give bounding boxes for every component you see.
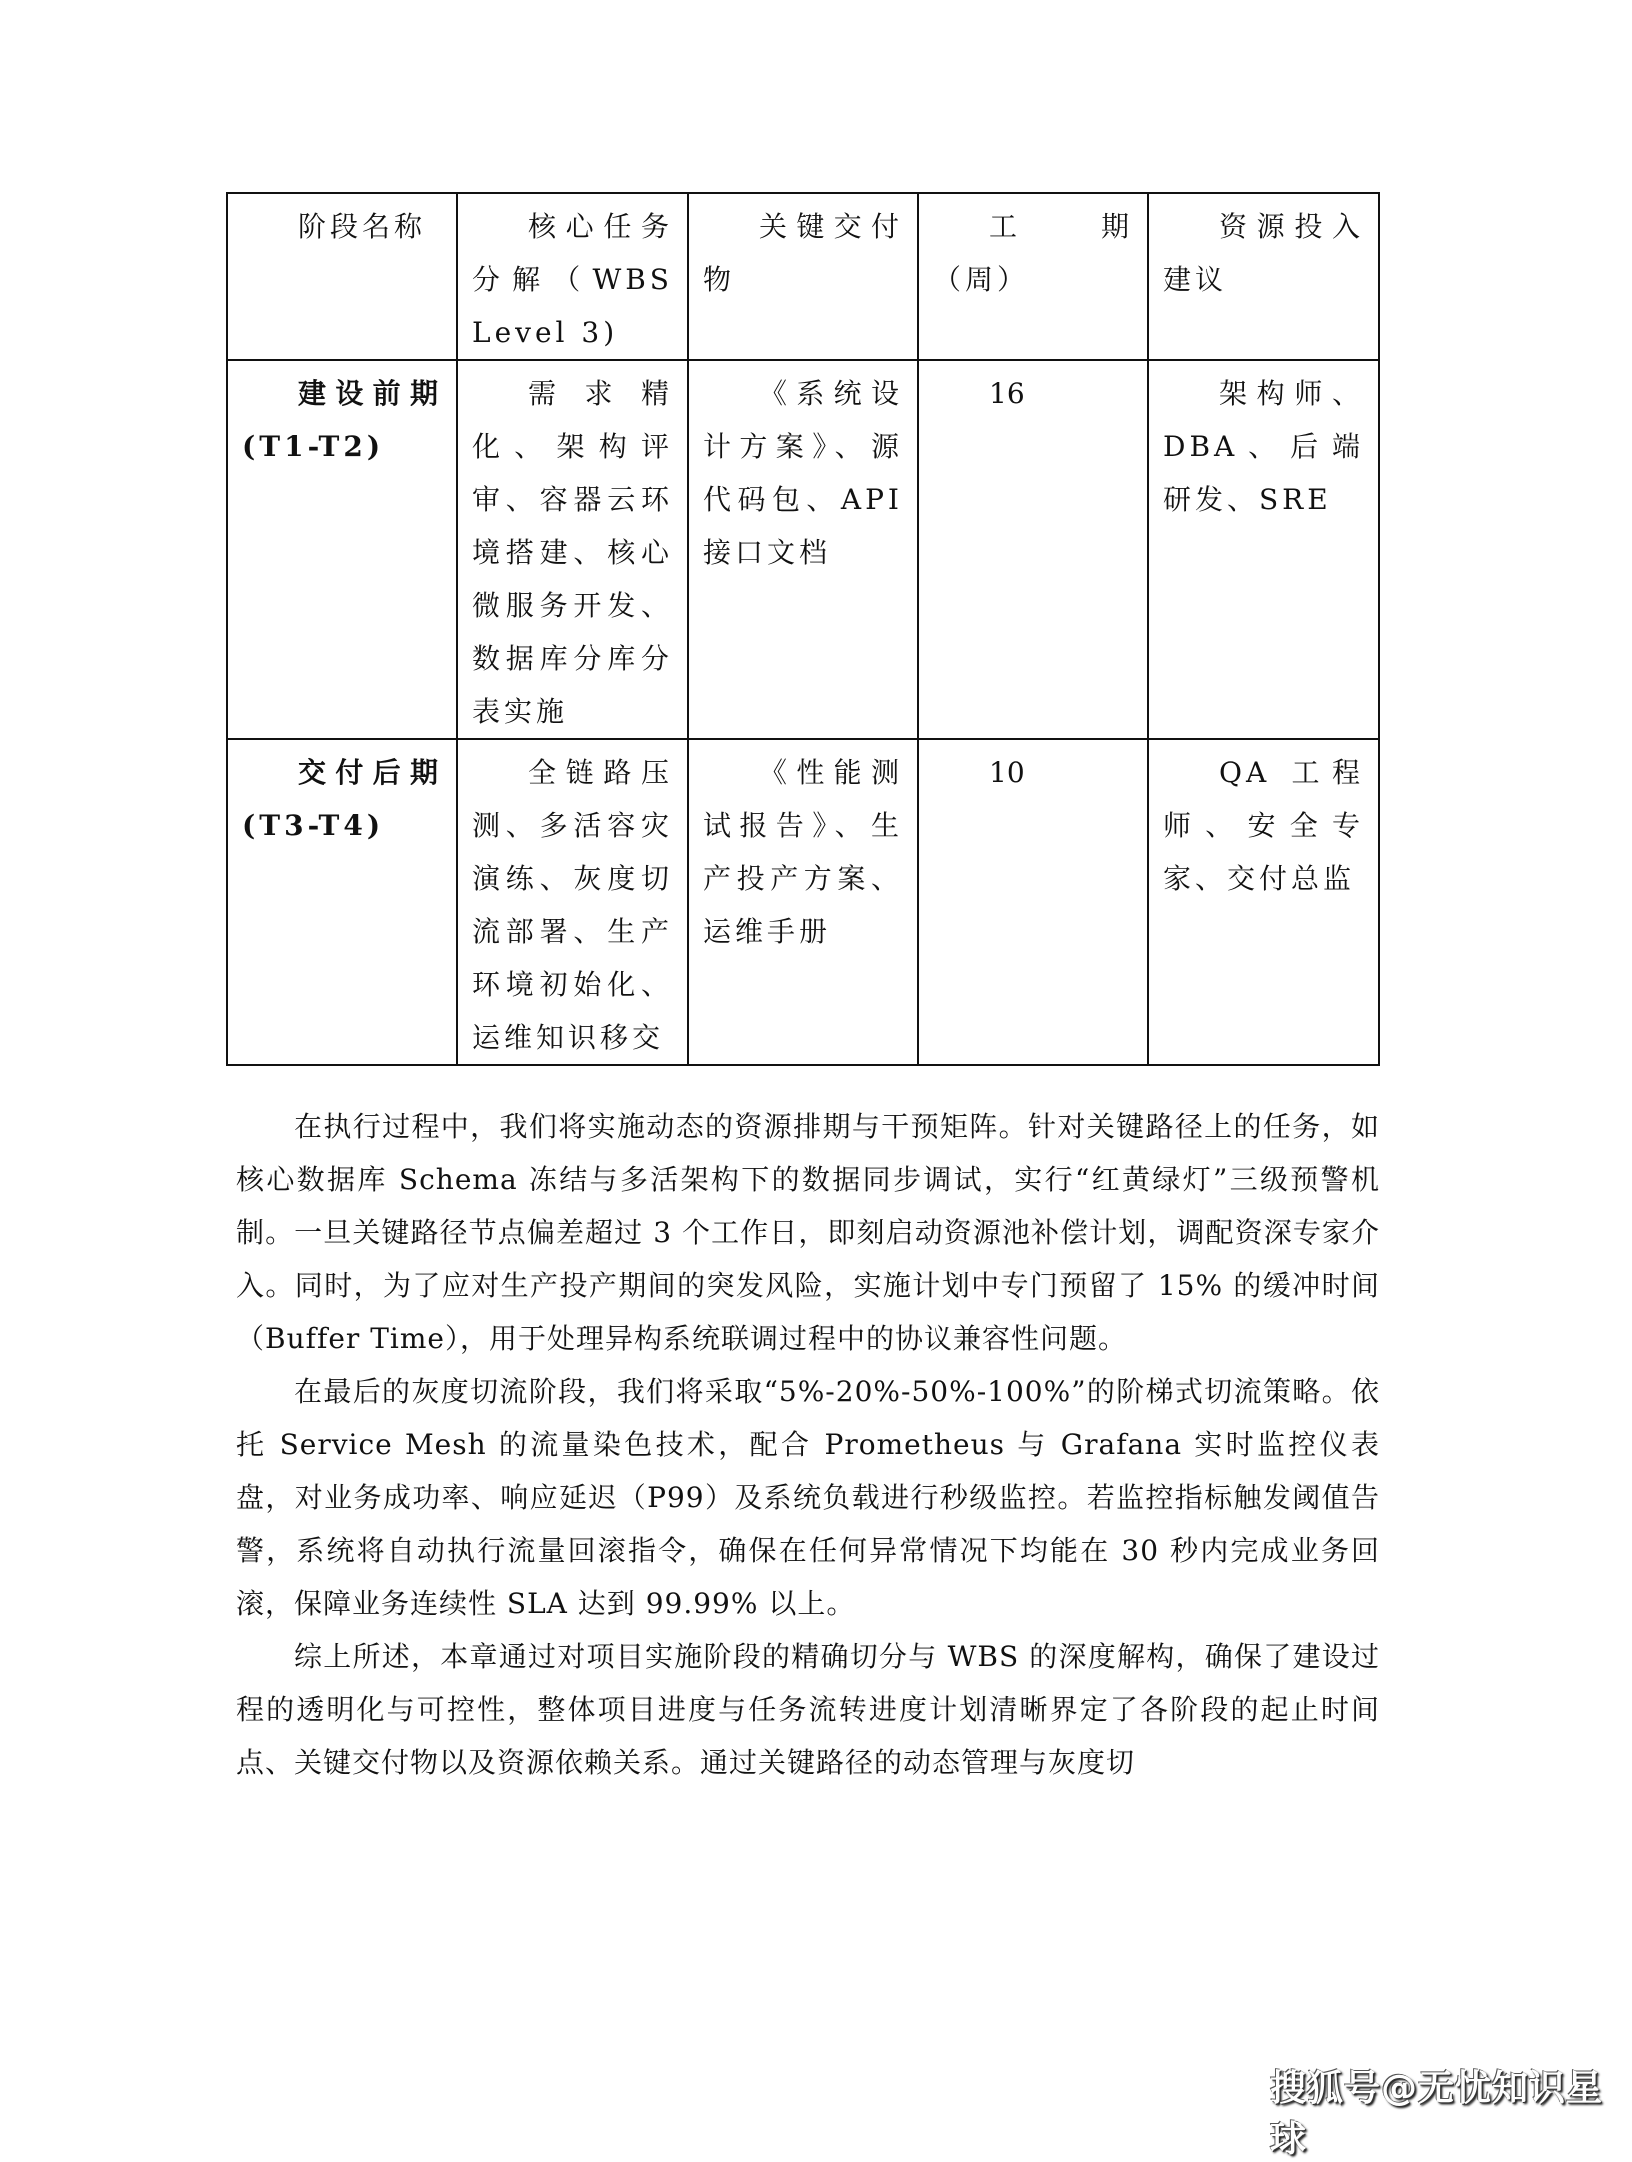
paragraph-execution-process: 在执行过程中，我们将实施动态的资源排期与干预矩阵。针对关键路径上的任务，如核心数据库 Schema 冻结与多活架构下的数据同步调试，实行“红黄绿灯”三级预警机制。一旦关键路径节点偏差超过 3 个工作日，即刻启动资源池补偿计划，调配资深专家介入。同时，为了应对生产投产期间的突发风险，实施计划中专门预留了 15% 的缓冲时间（Buffer Time），用于处理异构系统联调过程中的协议兼容性问题。	[236, 1110, 1380, 1355]
header-deliverables: 关键交付物	[688, 193, 918, 360]
cell-deliverables: 《性能测试报告》、生产投产方案、运维手册	[688, 739, 918, 1065]
wbs-phase-table	[226, 192, 1380, 1066]
paragraph-gray-release: 在最后的灰度切流阶段，我们将采取“5%-20%-50%-100%”的阶梯式切流策略。依托 Service Mesh 的流量染色技术，配合 Prometheus 与 Grafana 实时监控仪表盘，对业务成功率、响应延迟（P99）及系统负载进行秒级监控。若监控指标触发阈值告警，系统将自动执行流量回滚指令，确保在任何异常情况下均能在 30 秒内完成业务回滚，保障业务连续性 SLA 达到 99.99% 以上。	[236, 1375, 1380, 1620]
cell-duration: 16	[918, 360, 1148, 739]
header-core-tasks: 核心任务分解（WBS Level 3)	[457, 193, 688, 360]
header-stage-name: 阶段名称	[227, 193, 457, 360]
cell-tasks: 需求精化、架构评审、容器云环境搭建、核心微服务开发、数据库分库分表实施	[457, 360, 688, 739]
paragraph-summary: 综上所述，本章通过对项目实施阶段的精确切分与 WBS 的深度解构，确保了建设过程的透明化与可控性，整体项目进度与任务流转进度计划清晰界定了各阶段的起止时间点、关键交付物以及资源依赖关系。通过关键路径的动态管理与灰度切	[236, 1640, 1380, 1779]
body-text	[236, 1100, 1380, 1789]
cell-duration: 10	[918, 739, 1148, 1065]
cell-tasks: 全链路压测、多活容灾演练、灰度切流部署、生产环境初始化、运维知识移交	[457, 739, 688, 1065]
table-row	[227, 360, 1379, 739]
cell-stage: 建设前期(T1-T2)	[227, 360, 457, 739]
cell-stage: 交付后期(T3-T4)	[227, 739, 457, 1065]
table-header-row	[227, 193, 1379, 360]
sohu-watermark: 搜狐号@无忧知识星球	[1270, 2068, 1604, 2160]
header-resources: 资源投入建议	[1148, 193, 1379, 360]
cell-deliverables: 《系统设计方案》、源代码包、API接口文档	[688, 360, 918, 739]
cell-resources: 架构师、DBA、后端研发、SRE	[1148, 360, 1379, 739]
table-row	[227, 739, 1379, 1065]
header-duration: 工期（周）	[918, 193, 1148, 360]
cell-resources: QA 工程师、安全专家、交付总监	[1148, 739, 1379, 1065]
